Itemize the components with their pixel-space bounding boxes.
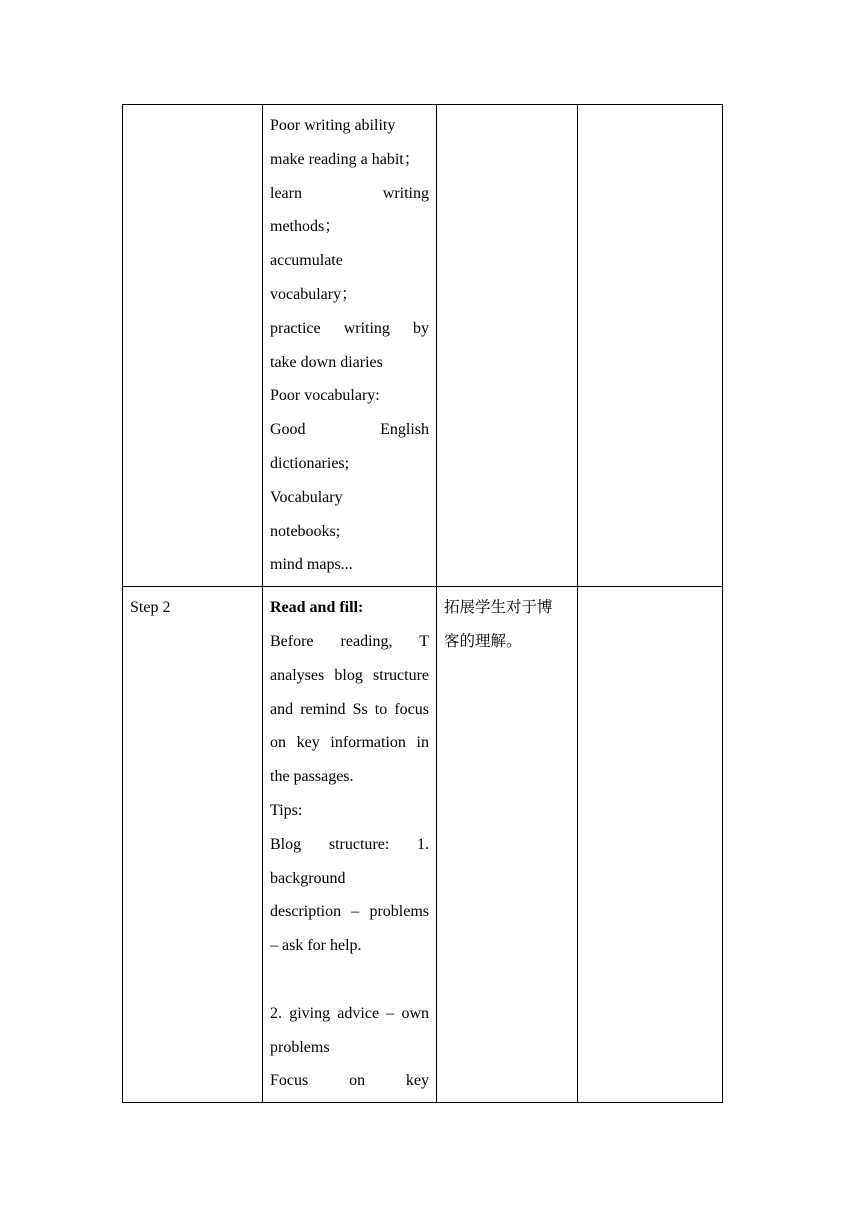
activity-cell: [263, 105, 437, 587]
activity-line: learn writing: [270, 184, 429, 202]
activity-line: practice writing by: [270, 319, 429, 337]
activity-line: Poor vocabulary:: [270, 387, 380, 405]
activity-line: make reading a habit；: [270, 150, 420, 168]
activity-line: the passages.: [270, 768, 354, 786]
activity-line: Poor writing ability: [270, 117, 396, 134]
table-row: [123, 587, 723, 1103]
activity-line: Before reading, T: [270, 632, 429, 650]
activity-line: notebooks;: [270, 522, 341, 540]
activity-line: mind maps...: [270, 556, 353, 574]
activity-line: Blog structure: 1.: [270, 835, 429, 853]
purpose-cell: [437, 105, 578, 587]
table-row: [123, 105, 723, 587]
purpose-line: 拓展学生对于博: [444, 598, 553, 617]
activity-line: description – problems: [270, 903, 429, 921]
purpose-line: 客的理解。: [444, 631, 522, 650]
activity-line: 2. giving advice – own: [270, 1004, 429, 1022]
activity-line: Tips:: [270, 801, 303, 819]
activity-line: background: [270, 869, 346, 887]
step-cell: [123, 105, 263, 587]
activity-line: methods；: [270, 218, 341, 236]
activity-line: analyses blog structure: [270, 666, 429, 684]
activity-line: Good English: [270, 421, 429, 439]
activity-line: take down diaries: [270, 353, 383, 371]
activity-line: vocabulary；: [270, 285, 358, 303]
step-cell: [123, 587, 263, 1103]
lesson-plan-table: [122, 104, 723, 1103]
notes-cell: [578, 105, 723, 587]
activity-line: dictionaries;: [270, 454, 350, 472]
activity-heading: Read and fill:: [270, 599, 364, 617]
activity-line: on key information in: [270, 734, 429, 752]
step-label: Step 2: [130, 599, 171, 617]
activity-cell: [263, 587, 437, 1103]
activity-line: and remind Ss to focus: [270, 700, 429, 718]
activity-line: Focus on key: [270, 1072, 429, 1090]
activity-line: problems: [270, 1038, 330, 1056]
activity-line: accumulate: [270, 252, 343, 270]
blank-line: [270, 963, 429, 997]
purpose-cell: [437, 587, 578, 1103]
activity-line: – ask for help.: [270, 937, 362, 955]
notes-cell: [578, 587, 723, 1103]
activity-line: Vocabulary: [270, 488, 343, 506]
